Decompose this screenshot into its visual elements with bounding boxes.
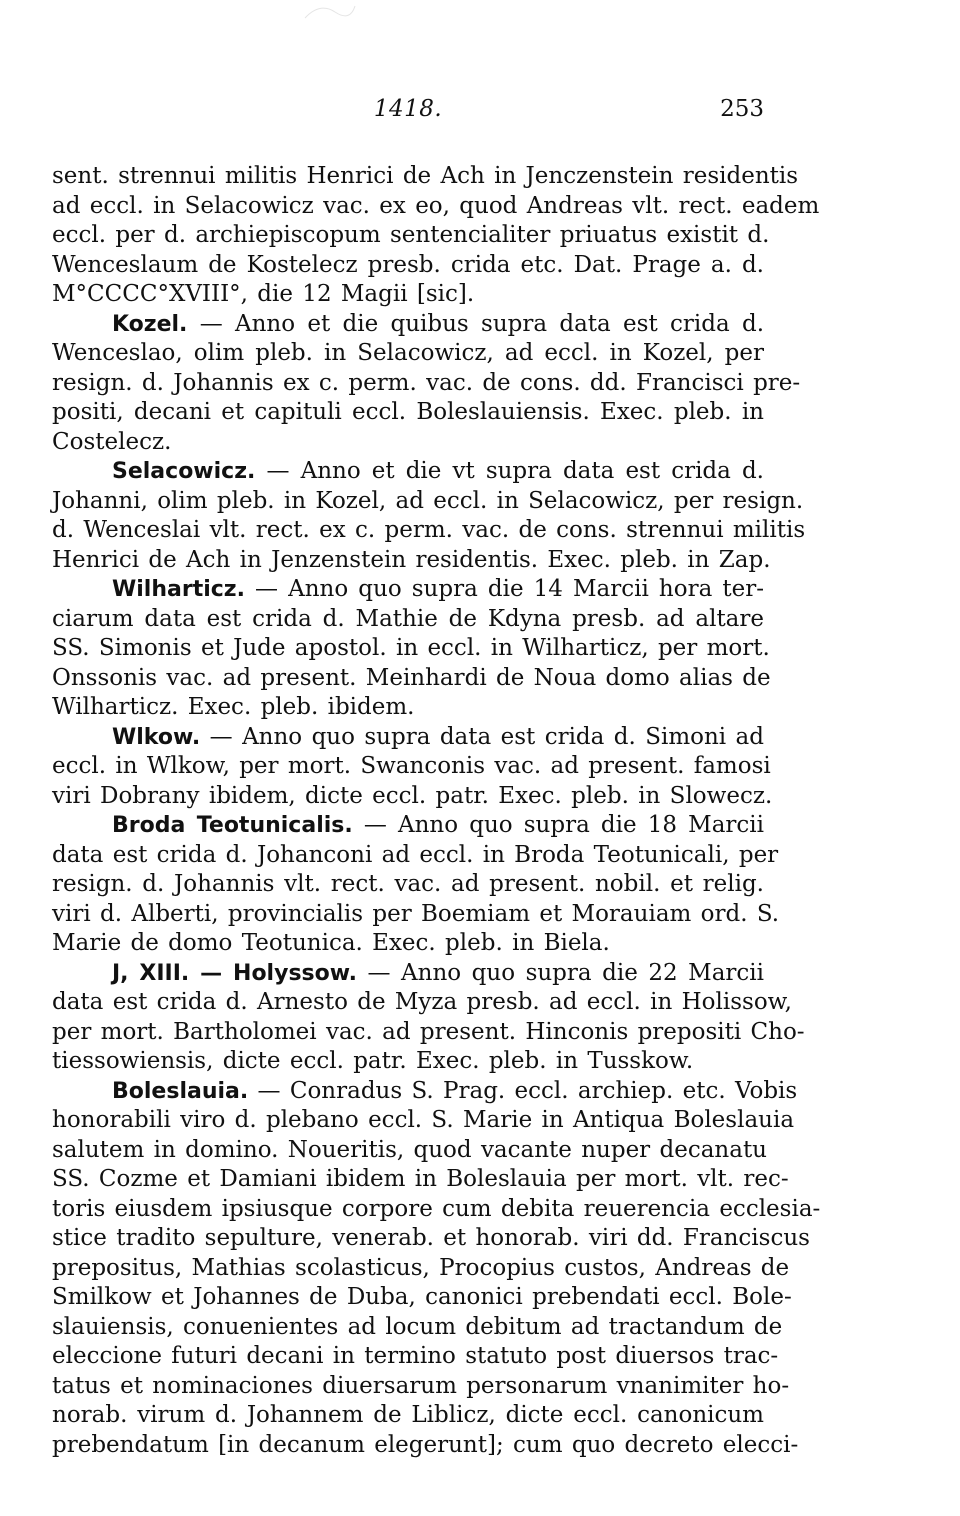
line-text: M°CCCC°XVIII°, die 12 Magii [sic]. (52, 281, 475, 307)
running-header (52, 96, 764, 132)
line-text: salutem in domino. Noueritis, quod vacante nuper decanatu (52, 1136, 767, 1163)
text-line (52, 428, 764, 458)
entry-heading: Kozel. (112, 311, 188, 337)
text-line (52, 1372, 790, 1402)
line-text: — Anno quo supra die 22 Marcii (357, 959, 764, 986)
line-text: Wenceslao, olim pleb. in Selacowicz, ad eccl. in Kozel, per (52, 340, 764, 366)
line-text: Onssonis vac. ad present. Meinhardi de Noua domo alias de (52, 664, 771, 691)
text-line (52, 310, 764, 340)
line-text: ad eccl. in Selacowicz vac. ex eo, quod Andreas vlt. rect. eadem (52, 192, 820, 219)
text-line (52, 1224, 810, 1254)
line-text: Marie de domo Teotunica. Exec. pleb. in Biela. (52, 930, 610, 956)
text-line (52, 221, 770, 251)
text-line (52, 1018, 805, 1048)
line-text: Smilkow et Johannes de Duba, canonici prebendati eccl. Bole- (52, 1284, 792, 1310)
line-text: positi, decani et capituli eccl. Boleslauiensis. Exec. pleb. in (52, 399, 764, 425)
text-line (52, 251, 764, 281)
running-header-year: 1418. (373, 96, 443, 122)
text-line (52, 1195, 821, 1225)
text-line (52, 782, 773, 812)
text-line (52, 1106, 795, 1136)
line-text: — Anno quo supra die 14 Marcii hora ter- (244, 576, 764, 602)
text-line (52, 1136, 767, 1166)
text-line (52, 457, 764, 487)
text-line (52, 870, 764, 900)
entry-heading: Broda Teotunicalis. (112, 813, 353, 838)
entry-heading: Wlkow. (112, 724, 201, 750)
text-line (52, 162, 799, 192)
text-line (52, 605, 764, 635)
line-text: d. Wenceslai vlt. rect. ex c. perm. vac. de cons. strennui militis (52, 517, 806, 543)
text-line (52, 811, 764, 841)
line-text: — Conradus S. Prag. eccl. archiep. etc. Vobis (248, 1077, 798, 1104)
text-line (52, 988, 792, 1018)
entry-heading: J, XIII. — Holyssow. (112, 960, 358, 986)
text-line (52, 546, 771, 576)
text-line (52, 723, 764, 753)
text-line (52, 634, 770, 664)
line-text: Wilharticz. Exec. pleb. ibidem. (52, 694, 415, 720)
line-text: — Anno quo supra data est crida d. Simoni ad (200, 723, 764, 750)
line-text: SS. Simonis et Jude apostol. in eccl. in Wilharticz, per mort. (52, 635, 770, 661)
line-text: tiessowiensis, dicte eccl. patr. Exec. pleb. in Tusskow. (52, 1048, 694, 1074)
line-text: prebendatum [in decanum elegerunt]; cum quo decreto elecci- (52, 1431, 799, 1458)
text-line (52, 1313, 783, 1343)
text-line (52, 575, 764, 605)
text-line (52, 1401, 764, 1431)
line-text: honorabili viro d. plebano eccl. S. Marie in Antiqua Boleslauia (52, 1107, 795, 1133)
line-text: tatus et nominaciones diuersarum personarum vnanimiter ho- (52, 1372, 790, 1399)
text-line (52, 959, 764, 989)
text-line (52, 693, 764, 723)
entry-heading: Selacowicz. (112, 459, 256, 484)
line-text: eccl. in Wlkow, per mort. Swanconis vac. ad present. famosi (52, 753, 771, 779)
line-text: per mort. Bartholomei vac. ad present. Hinconis prepositi Cho- (52, 1018, 805, 1045)
line-text: viri Dobrany ibidem, dicte eccl. patr. Exec. pleb. in Slowecz. (52, 782, 773, 809)
text-line (52, 664, 771, 694)
line-text: — Anno quo supra die 18 Marcii (352, 812, 764, 838)
text-line (52, 1283, 792, 1313)
line-text: viri d. Alberti, provincialis per Boemiam et Morauiam ord. S. (52, 900, 780, 927)
line-text: resign. d. Johannis vlt. rect. vac. ad present. nobil. et relig. (52, 871, 764, 897)
line-text: sent. strennui militis Henrici de Ach in Jenczenstein residentis (52, 163, 799, 189)
line-text: stice tradito sepulture, venerab. et honorab. viri dd. Franciscus (52, 1225, 810, 1251)
text-line (52, 192, 820, 222)
text-line (52, 516, 806, 546)
text-line (52, 280, 764, 310)
line-text: Wenceslaum de Kostelecz presb. crida etc. Dat. Prage a. d. (52, 251, 764, 278)
line-text: eleccione futuri decani in termino statuto post diuersos trac- (52, 1343, 779, 1369)
line-text: toris eiusdem ipsiusque corpore cum debita reuerencia ecclesia- (52, 1195, 821, 1222)
text-line (52, 1077, 798, 1107)
line-text: data est crida d. Johanconi ad eccl. in Broda Teotunicali, per (52, 841, 779, 868)
line-text: slauiensis, conuenientes ad locum debitum ad tractandum de (52, 1313, 783, 1340)
text-line (52, 1165, 789, 1195)
text-line (52, 752, 771, 782)
line-text: SS. Cozme et Damiani ibidem in Boleslauia per mort. vlt. rec- (52, 1166, 789, 1192)
text-line (52, 369, 801, 399)
line-text: eccl. per d. archiepiscopum sentencialiter priuatus existit d. (52, 222, 770, 248)
text-line (52, 487, 804, 517)
entry-heading: Boleslauia. (112, 1078, 249, 1104)
body-text (52, 162, 821, 1460)
text-line (52, 900, 780, 930)
line-text: data est crida d. Arnesto de Myza presb. ad eccl. in Holissow, (52, 989, 792, 1015)
line-text: Henrici de Ach in Jenzenstein residentis. Exec. pleb. in Zap. (52, 546, 771, 573)
text-line (52, 1342, 779, 1372)
paper-stain (300, 0, 360, 22)
entry-heading: Wilharticz. (112, 577, 245, 602)
line-text: resign. d. Johannis ex c. perm. vac. de cons. dd. Francisci pre- (52, 369, 801, 396)
text-line (52, 1431, 799, 1461)
text-line (52, 841, 779, 871)
text-line (52, 929, 764, 959)
line-text: — Anno et die vt supra data est crida d. (255, 458, 764, 484)
text-line (52, 1254, 790, 1284)
line-text: — Anno et die quibus supra data est crida d. (187, 310, 764, 337)
line-text: norab. virum d. Johannem de Liblicz, dicte eccl. canonicum (52, 1402, 764, 1428)
line-text: Johanni, olim pleb. in Kozel, ad eccl. in Selacowicz, per resign. (52, 487, 804, 514)
line-text: prepositus, Mathias scolasticus, Procopius custos, Andreas de (52, 1254, 790, 1281)
page-number: 253 (720, 96, 764, 122)
text-line (52, 1047, 764, 1077)
text-line (52, 339, 764, 369)
line-text: ciarum data est crida d. Mathie de Kdyna presb. ad altare (52, 605, 764, 632)
text-line (52, 398, 764, 428)
line-text: Costelecz. (52, 428, 172, 455)
